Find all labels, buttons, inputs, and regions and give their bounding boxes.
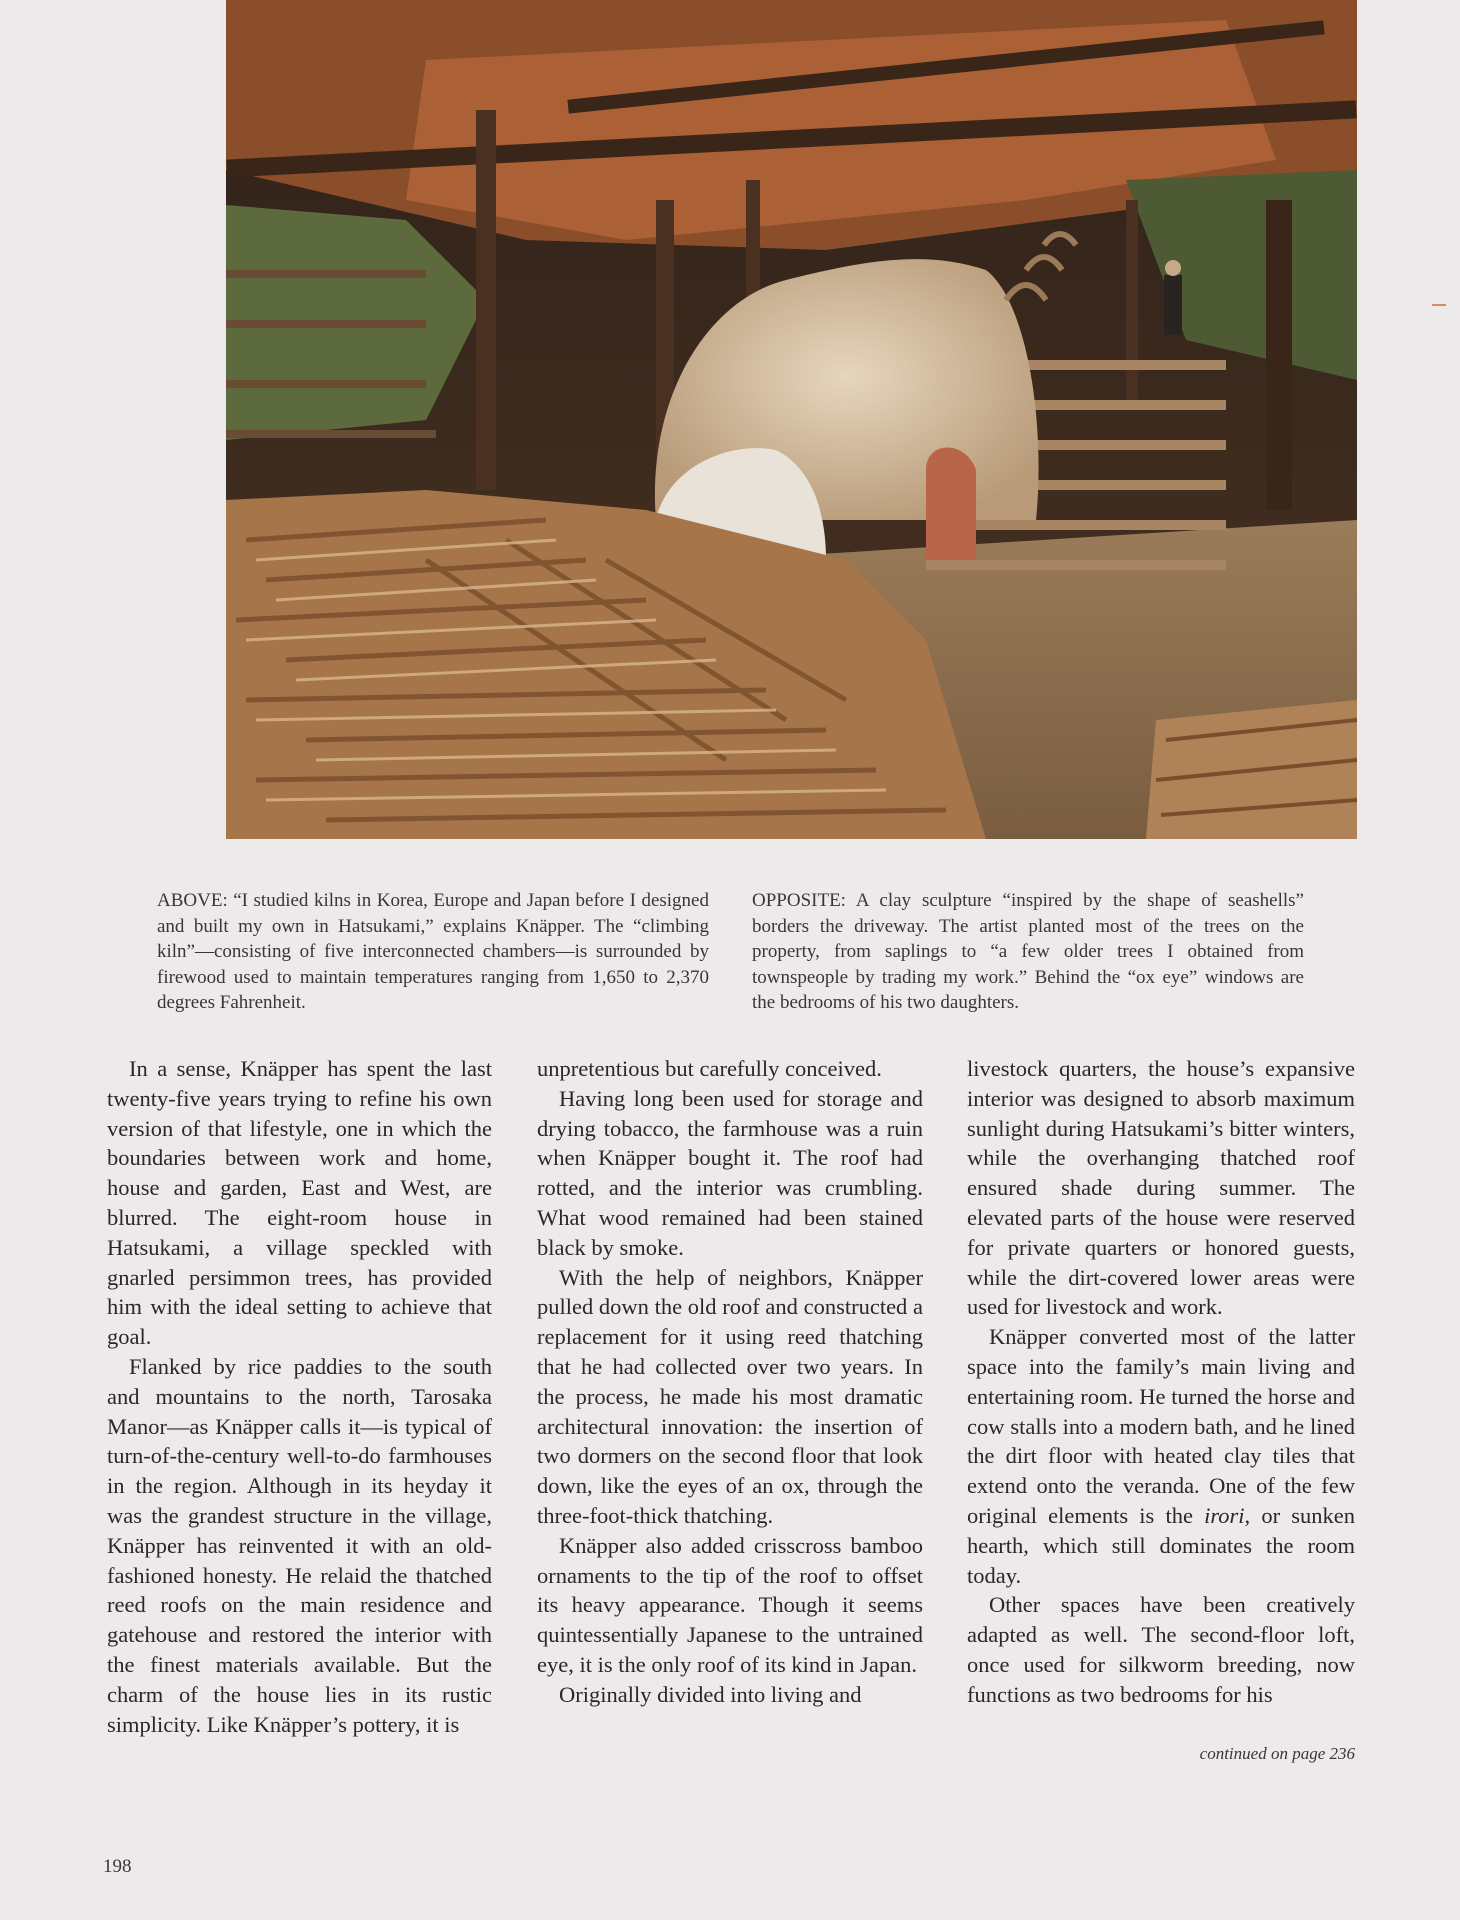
continued-line: continued on page 236 bbox=[1199, 1744, 1355, 1763]
paragraph: In a sense, Knäpper has spent the last twenty-five years trying to refine his own version of that lifestyle, one in which the boundaries between work and home, house and garden, East and West, are blurred. The eight-room house in Hatsukami, a village speckled with gnarled persimmon trees, has provided him with the ideal setting to achieve that goal. bbox=[107, 1056, 492, 1350]
paragraph: Originally divided into living and bbox=[559, 1681, 862, 1707]
paragraph bbox=[967, 1322, 1355, 1590]
paragraph: Knäpper also added crisscross bamboo ornaments to the tip of the roof to offset its heavy appearance. Though it seems quintessentially Japanese to the untrained eye, it is the only roof of its kind in Japan. bbox=[537, 1532, 923, 1677]
italic-term: irori bbox=[1204, 1502, 1245, 1528]
body-column-2 bbox=[537, 1054, 923, 1710]
body-column-3 bbox=[967, 1054, 1355, 1710]
paragraph: Flanked by rice paddies to the south and mountains to the north, Tarosaka Manor—as Knäpper calls it—is typical of turn-of-the-century well-to-do farmhouses in the region. Although in its heyday it was the grandest structure in the village, Knäpper has reinvented it with an old-fashioned honesty. He relaid the thatched reed roofs on the main residence and gatehouse and restored the interior with the finest materials available. But the charm of the house lies in its rustic simplicity. Like Knäpper’s pottery, it is bbox=[107, 1353, 492, 1737]
margin-mark bbox=[1432, 304, 1446, 306]
paragraph: unpretentious but carefully conceived. bbox=[537, 1056, 882, 1081]
text-run: Knäpper converted most of the latter space into the family’s main living and entertaining room. He turned the horse and cow stalls into a modern bath, and he lined the dirt floor with heated clay tiles that extend onto the veranda. One of the few original elements is the bbox=[967, 1324, 1355, 1528]
paragraph: With the help of neighbors, Knäpper pulled down the old roof and constructed a replacement for it using reed thatching that he had collected over two years. In the process, he made his most dramatic architectural innovation: the insertion of two dormers on the second floor that look down, like the eyes of an ox, through the three-foot-thick thatching. bbox=[537, 1264, 923, 1528]
body-column-1 bbox=[107, 1054, 492, 1739]
page-number: 198 bbox=[103, 1856, 132, 1877]
caption-opposite: OPPOSITE: A clay sculpture “inspired by the shape of seashells” borders the driveway. The artist planted most of the trees on the property, from saplings to “a few older trees I obtained from townspeople by trading my work.” Behind the “ox eye” windows are the bedrooms of his two daughters. bbox=[752, 890, 1304, 1013]
paragraph: Other spaces have been creatively adapted as well. The second-floor loft, once used for silkworm breeding, now functions as two bedrooms for his bbox=[967, 1592, 1355, 1707]
kiln-illustration bbox=[226, 0, 1357, 839]
text-run: , or sunken hearth, which still dominates the room today. bbox=[967, 1502, 1355, 1588]
caption-above: ABOVE: “I studied kilns in Korea, Europe and Japan before I designed and built my own in Hatsukami,” explains Knäpper. The “climbing kiln”—consisting of five interconnected chambers—is surrounded by firewood used to maintain temperatures ranging from 1,650 to 2,370 degrees Fahrenheit. bbox=[157, 890, 709, 1013]
paragraph: Having long been used for storage and drying tobacco, the farmhouse was a ruin when Knäpper bought it. The roof had rotted, and the interior was crumbling. What wood remained had been stained black by smoke. bbox=[537, 1085, 923, 1260]
paragraph: livestock quarters, the house’s expansive interior was designed to absorb maximum sunlight during Hatsukami’s bitter winters, while the overhanging thatched roof ensured shade during summer. The elevated parts of the house were reserved for private quarters or honored guests, while the dirt-covered lower areas were used for livestock and work. bbox=[967, 1056, 1355, 1320]
kiln-photograph bbox=[226, 0, 1357, 839]
